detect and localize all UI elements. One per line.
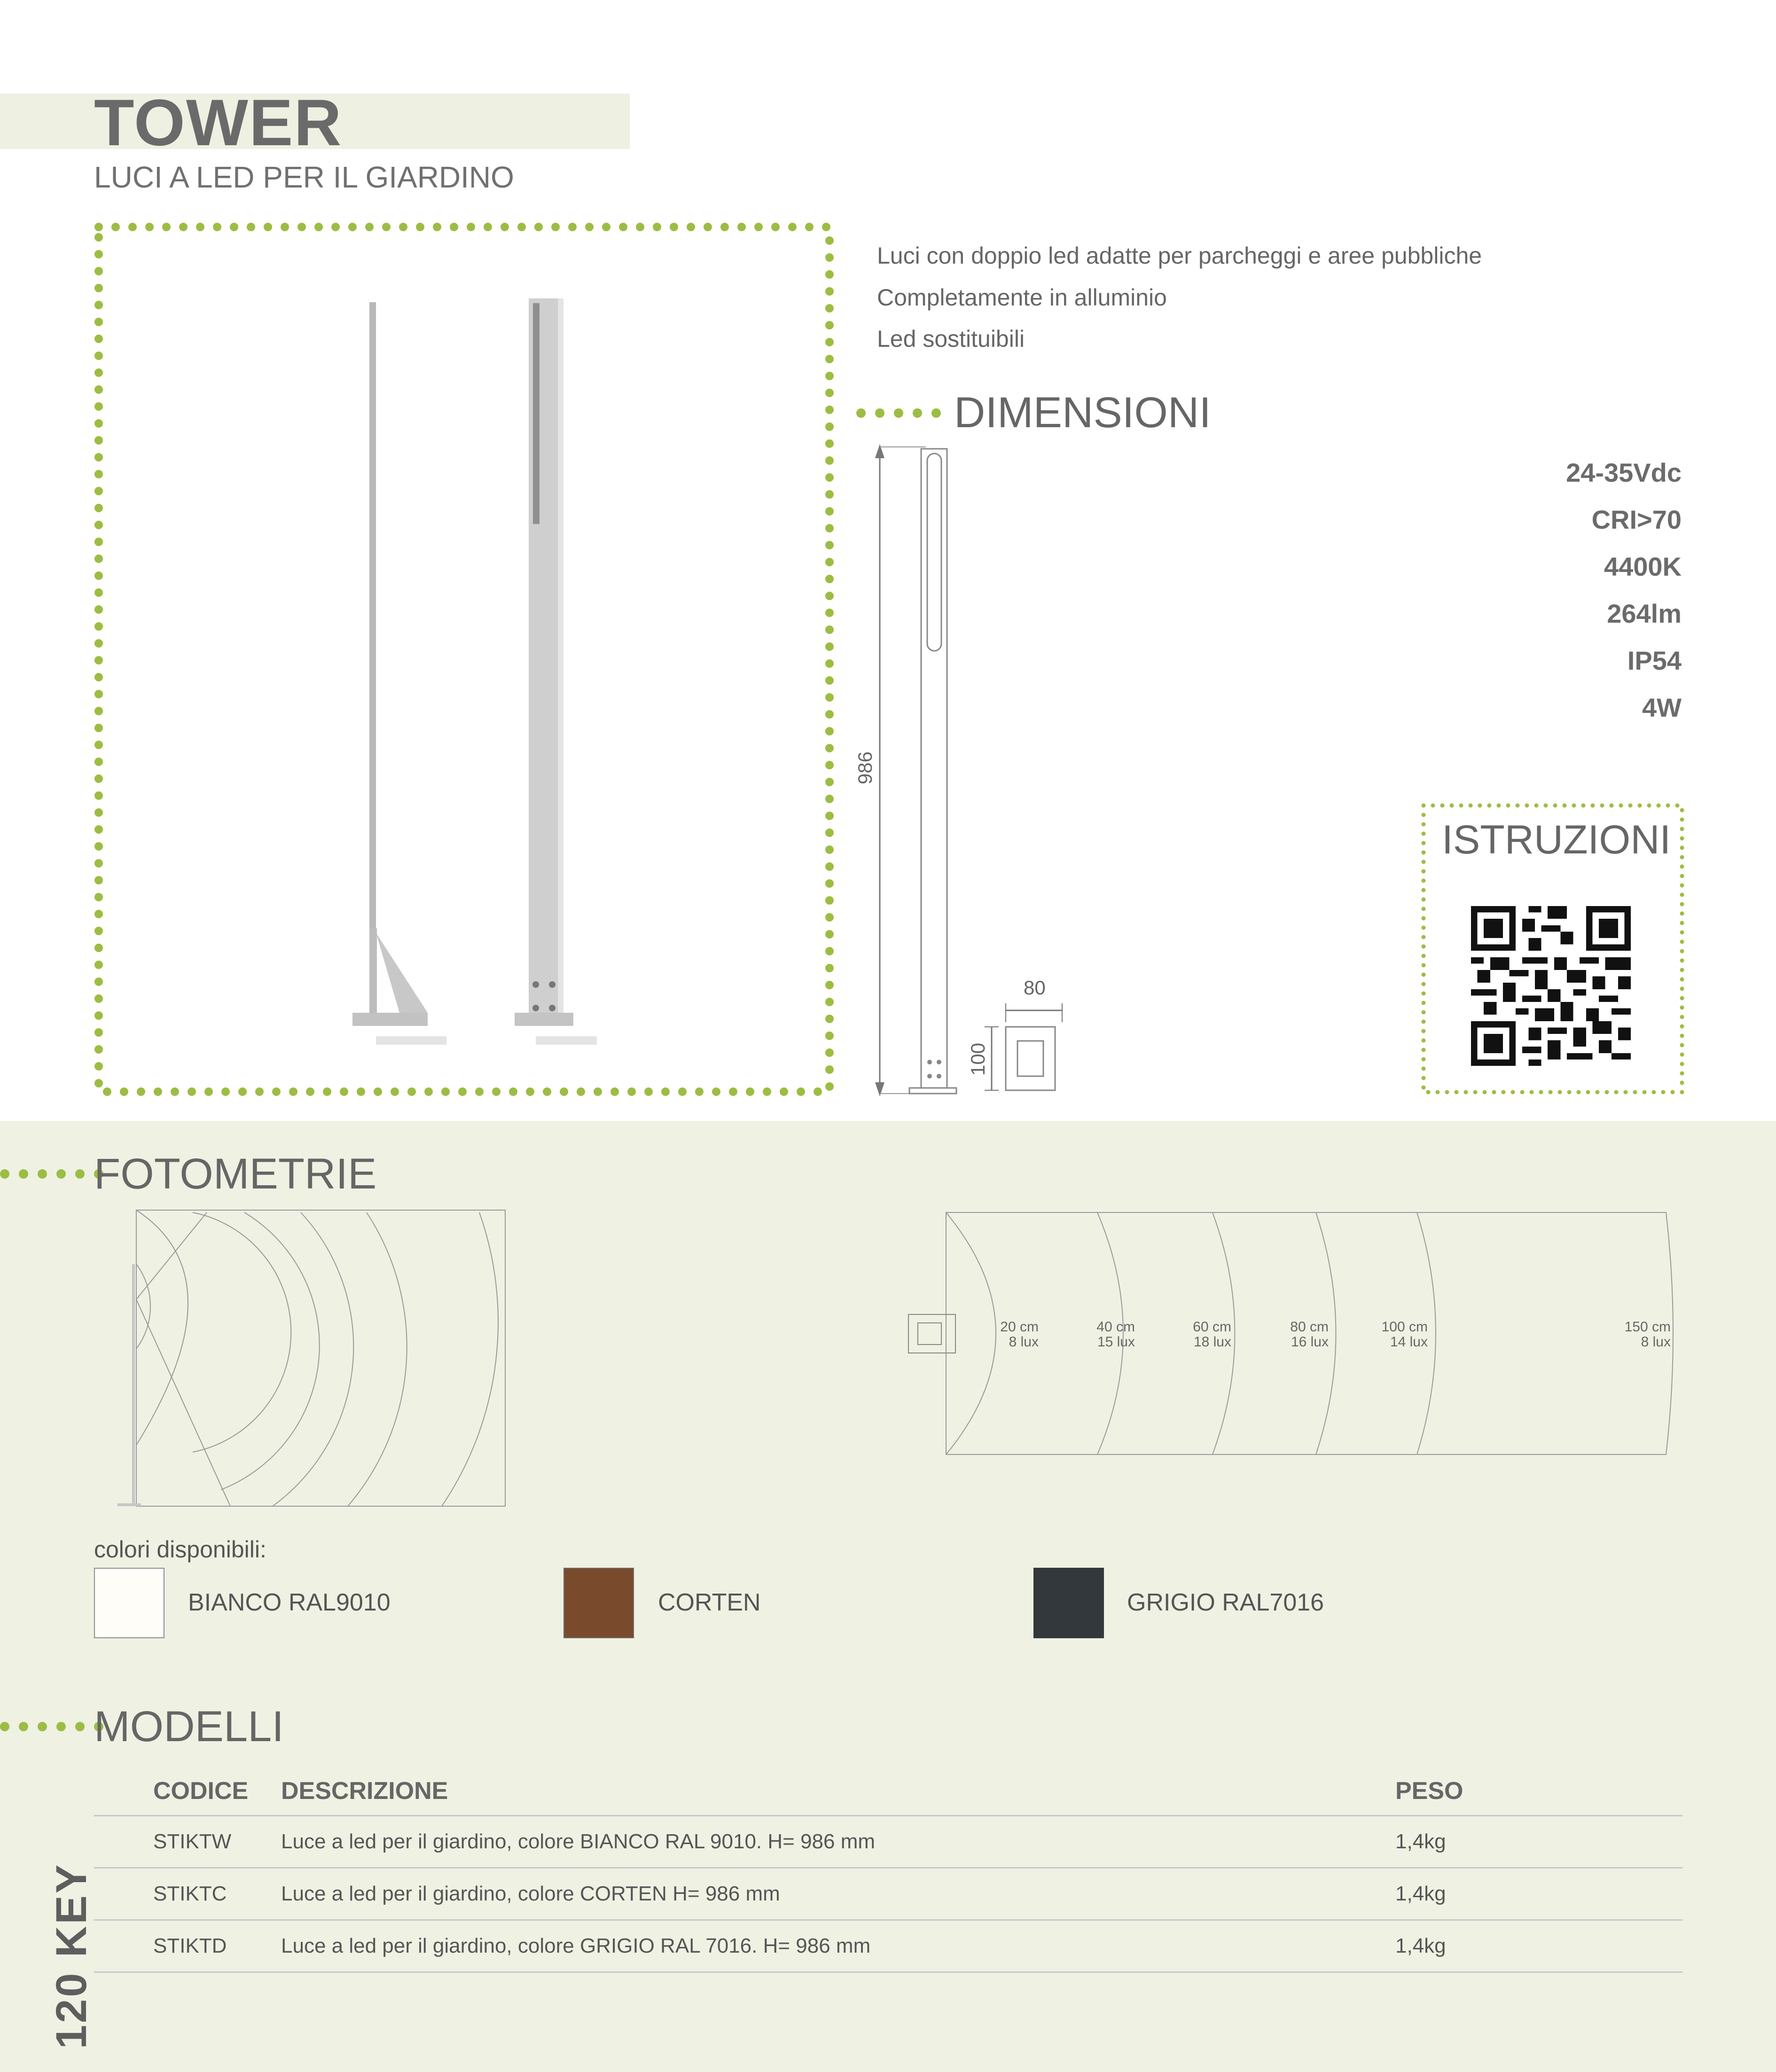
table-header-row <box>94 1767 1682 1816</box>
dimensions-heading: DIMENSIONI <box>954 389 1211 437</box>
model-weight: 1,4kg <box>1395 1920 1682 1972</box>
dimension-depth-label: 100 <box>967 1042 989 1076</box>
section-bullet-dots <box>856 408 941 418</box>
lamp-side-view <box>352 302 446 1045</box>
color-name: GRIGIO RAL7016 <box>1127 1589 1324 1616</box>
column-header-code: CODICE <box>94 1767 281 1816</box>
photometry-zone-label: 150 cm 8 lux <box>1624 1319 1671 1350</box>
dimension-width-label: 80 <box>1024 977 1046 999</box>
instructions-heading: ISTRUZIONI <box>1442 817 1671 862</box>
color-swatch-corten[interactable] <box>563 1568 634 1638</box>
photometry-zone-label: 60 cm 18 lux <box>1193 1319 1231 1350</box>
model-code: STIKTD <box>94 1920 281 1972</box>
model-weight: 1,4kg <box>1395 1816 1682 1868</box>
feature-item: Luci con doppio led adatte per parcheggi e aree pubbliche <box>877 242 1482 269</box>
photometry-heading: FOTOMETRIE <box>94 1150 377 1198</box>
color-swatch-grey[interactable] <box>1033 1568 1104 1638</box>
photometry-side-diagram <box>113 1208 512 1509</box>
lamp-front-view <box>515 298 597 1045</box>
table-row <box>94 1868 1682 1920</box>
section-bullet-dots <box>0 1722 103 1731</box>
dimension-height-label: 986 <box>854 751 876 785</box>
section-bullet-dots <box>0 1169 103 1179</box>
spec-color-temperature: 4400K <box>1604 552 1682 581</box>
model-description: Luce a led per il giardino, colore BIANCO RAL 9010. H= 986 mm <box>281 1816 1395 1868</box>
product-photo-frame <box>89 219 841 1102</box>
spec-cri: CRI>70 <box>1591 505 1682 534</box>
model-code: STIKTC <box>94 1868 281 1920</box>
spec-lumens: 264lm <box>1607 599 1682 628</box>
spec-power: 4W <box>1642 693 1682 722</box>
model-code: STIKTW <box>94 1816 281 1868</box>
photometry-zone-label: 40 cm 15 lux <box>1096 1319 1135 1350</box>
models-table <box>94 1767 1682 1973</box>
spec-ip-rating: IP54 <box>1627 646 1682 675</box>
photometry-zone-label: 20 cm 8 lux <box>1000 1319 1039 1350</box>
photometry-zone-label: 100 cm 14 lux <box>1381 1319 1428 1350</box>
spec-voltage: 24-35Vdc <box>1566 458 1682 487</box>
brand-page-number: 120 KEY <box>47 1862 95 2049</box>
model-description: Luce a led per il giardino, colore GRIGIO RAL 7016. H= 986 mm <box>281 1920 1395 1972</box>
color-swatch-white[interactable] <box>94 1568 164 1638</box>
table-row <box>94 1920 1682 1972</box>
page-subtitle: LUCI A LED PER IL GIARDINO <box>94 160 514 194</box>
column-header-weight: PESO <box>1395 1767 1682 1816</box>
page-title: TOWER <box>94 86 343 159</box>
table-row <box>94 1816 1682 1868</box>
feature-item: Completamente in alluminio <box>877 284 1167 311</box>
models-heading: MODELLI <box>94 1703 284 1751</box>
colors-label: colori disponibili: <box>94 1536 266 1563</box>
dimension-drawing <box>855 439 1067 1102</box>
model-weight: 1,4kg <box>1395 1868 1682 1920</box>
model-description: Luce a led per il giardino, colore CORTEN H= 986 mm <box>281 1868 1395 1920</box>
qr-code-icon[interactable] <box>1471 906 1631 1066</box>
feature-item: Led sostituibili <box>877 326 1025 352</box>
column-header-description: DESCRIZIONE <box>281 1767 1395 1816</box>
color-name: BIANCO RAL9010 <box>188 1589 391 1616</box>
photometry-zone-label: 80 cm 16 lux <box>1290 1319 1329 1350</box>
color-name: CORTEN <box>658 1589 761 1616</box>
